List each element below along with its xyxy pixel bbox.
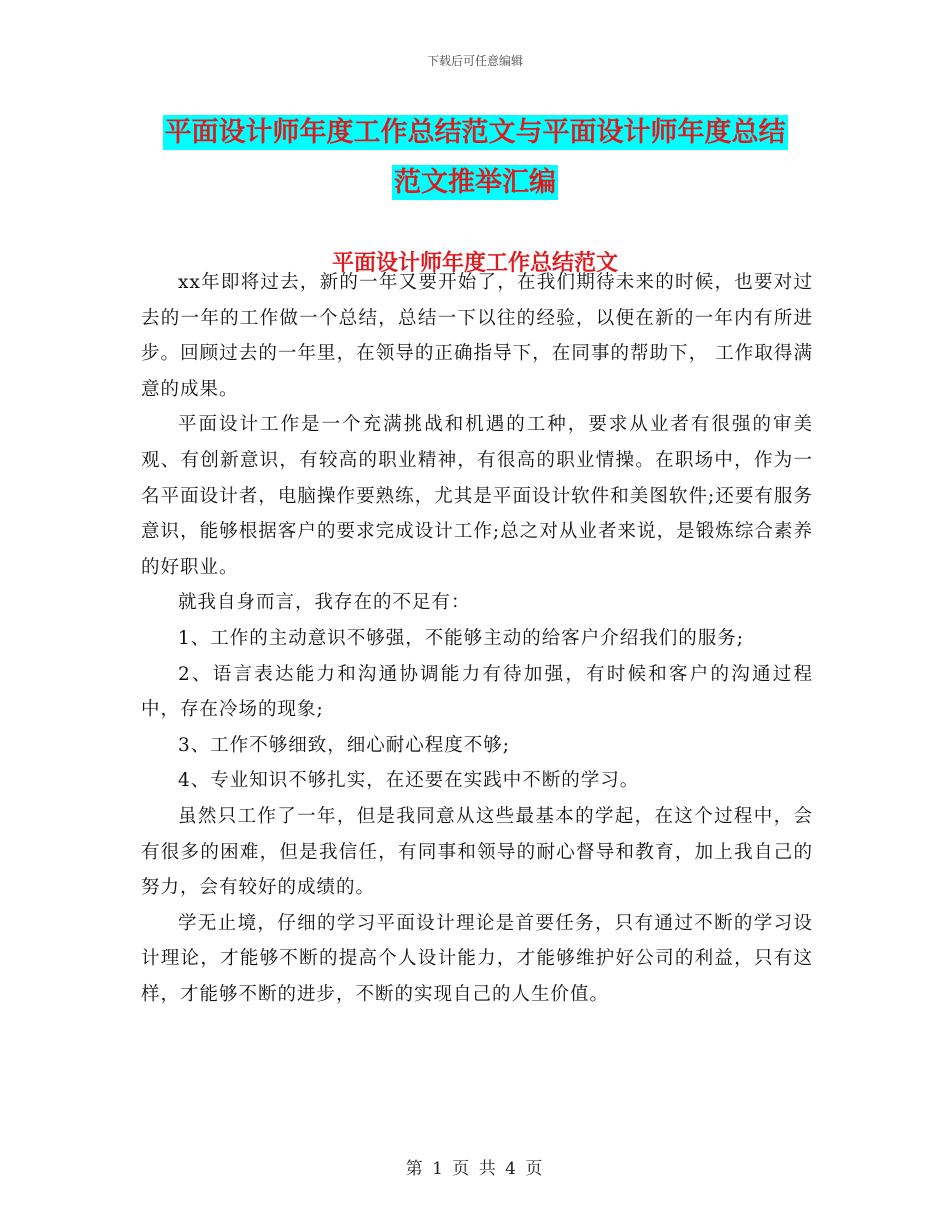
paragraph-conclusion: 学无止境，仔细的学习平面设计理论是首要任务，只有通过不断的学习设计理论，才能够不断的提高个人设计能力，才能够维护好公司的利益，只有这样，才能够不断的进步，不断的实现自己的人生价值。 — [141, 912, 813, 1005]
document-title-line-1: 平面设计师年度工作总结范文与平面设计师年度总结 — [164, 117, 786, 148]
paragraph-shortcomings-intro: 就我自身而言，我存在的不足有： — [178, 592, 471, 614]
page-number: 第 1 页 共 4 页 — [405, 1159, 545, 1179]
document-title-line-2: 范文推举汇编 — [394, 167, 556, 198]
section-title: 平面设计师年度工作总结范文 — [331, 251, 618, 276]
list-item-shortcoming-3: 3、工作不够细致，细心耐心程度不够; — [178, 734, 511, 756]
list-item-shortcoming-4: 4、专业知识不够扎实，在还要在实践中不断的学习。 — [178, 770, 640, 792]
list-item-shortcoming-1: 1、工作的主动意识不够强，不能够主动的给客户介绍我们的服务; — [178, 627, 745, 649]
list-item-shortcoming-2: 2、语言表达能力和沟通协调能力有待加强，有时候和客户的沟通过程中，存在冷场的现象; — [141, 663, 813, 721]
document-body — [141, 265, 813, 1012]
page-header-note: 下载后可任意编辑 — [426, 54, 523, 68]
paragraph-intro: xx年即将过去，新的一年又要开始了，在我们期待未来的时候，也要对过去的一年的工作做一个总结，总结一下以往的经验，以便在新的一年内有所进步。回顾过去的一年里，在领导的正确指导下，在同事的帮助下， 工作取得满意的成果。 — [141, 272, 813, 400]
paragraph-job-description: 平面设计工作是一个充满挑战和机遇的工种，要求从业者有很强的审美观、有创新意识，有较高的职业精神，有很高的职业情操。在职场中，作为一名平面设计者，电脑操作要熟练，尤其是平面设计软件和美图软件;还要有服务意识，能够根据客户的要求完成设计工作;总之对从业者来说，是锻炼综合素养的好职业。 — [141, 414, 813, 578]
paragraph-learning: 虽然只工作了一年，但是我同意从这些最基本的学起，在这个过程中，会有很多的困难，但是我信任，有同事和领导的耐心督导和教育，加上我自己的努力，会有较好的成绩的。 — [141, 805, 813, 899]
document-title — [140, 108, 810, 208]
